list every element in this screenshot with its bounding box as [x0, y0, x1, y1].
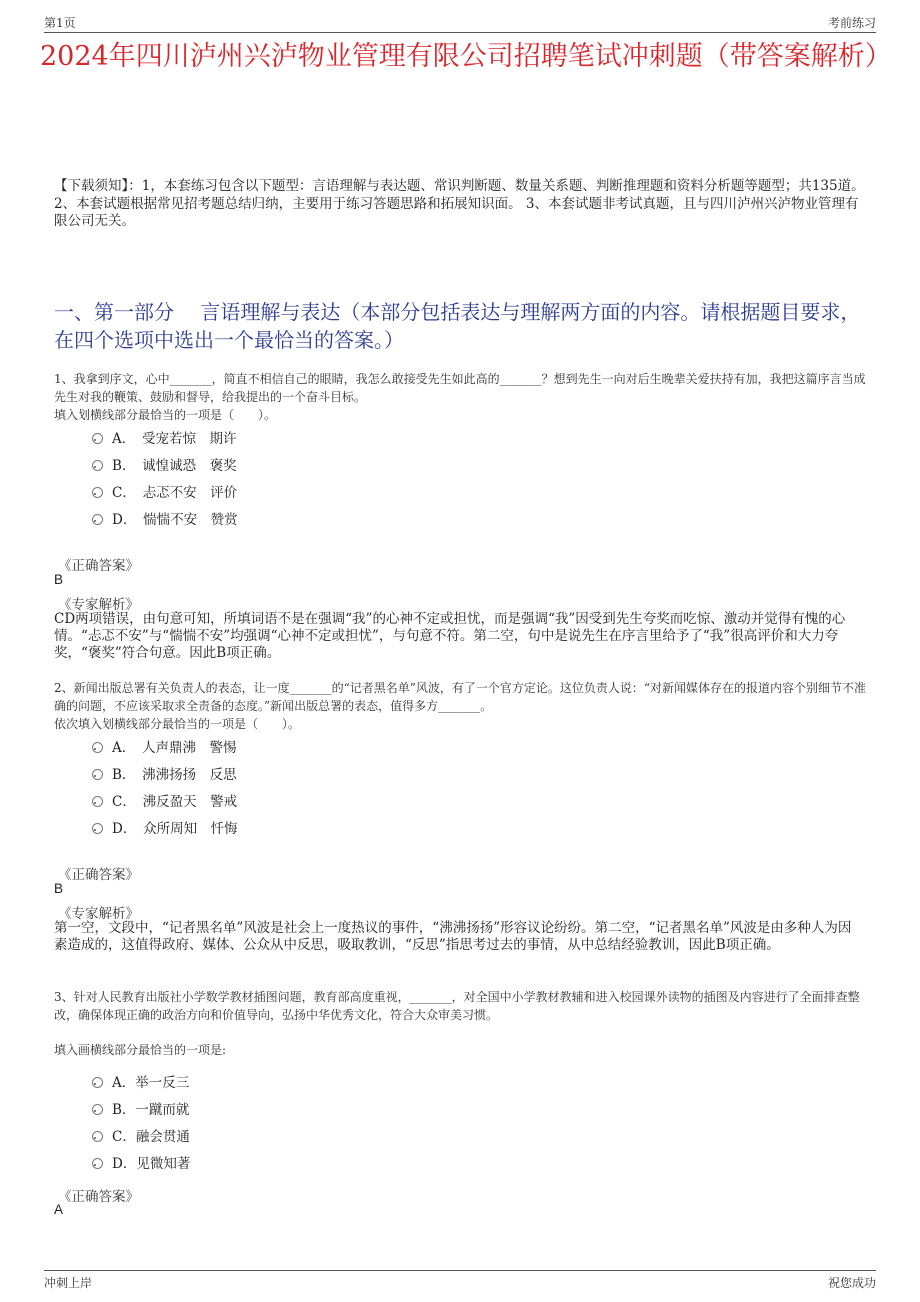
correct-answer-label: 《正确答案》	[58, 558, 139, 574]
explanation-2: 第一空，文段中，“记者黑名单”风波是社会上一度热议的事件，“沸沸扬扬”形容议论纷纷。第二空，“记者黑名单”风波是由多种人为因素造成的，这值得政府、媒体、公众从中反思，吸取教训，“反思”指思考过去的事情，从中总结经验教训，因此B项正确。	[54, 920, 852, 953]
radio-icon[interactable]	[92, 796, 103, 807]
radio-icon[interactable]	[92, 514, 103, 525]
page-footer	[44, 1270, 876, 1291]
option-3c[interactable]: C．融会贯通	[92, 1127, 190, 1147]
download-notice: 【下载须知】：1，本套练习包含以下题型：言语理解与表达题、常识判断题、数量关系题、判断推理题和资料分析题等题型；共135道。 2、本套试题根据常见招考题总结归纳，主要用于练习答题思路和拓展知识面。 3、本套试题非考试真题，且与四川泸州兴泸物业管理有限公司无关。	[54, 178, 865, 229]
header-tag: 考前练习	[827, 16, 876, 30]
question-2	[54, 679, 874, 733]
correct-answer-label: 《正确答案》	[58, 1189, 139, 1205]
question-1	[54, 370, 874, 424]
radio-icon[interactable]	[92, 823, 103, 834]
question-prompt: 依次填入划横线部分最恰当的一项是（ ）。	[54, 717, 301, 731]
expert-analysis-label: 《专家解析》	[58, 597, 139, 613]
question-stem: 1、我拿到序文，心中_______，简直不相信自己的眼睛，我怎么敢接受先生如此高的_______？想到先生一向对后生晚辈关爱扶持有加，我把这篇序言当成先生对我的鞭策、鼓励和督导，给我提出的一个奋斗目标。	[54, 372, 866, 404]
option-1b[interactable]: B． 诚惶诚恐 褒奖	[92, 456, 237, 476]
footer-right: 祝您成功	[827, 1276, 876, 1290]
answer-1: B	[54, 572, 64, 587]
radio-icon[interactable]	[92, 1131, 103, 1142]
footer-left: 冲刺上岸	[44, 1276, 93, 1290]
explanation-1: CD两项错误，由句意可知，所填词语不是在强调“我”的心神不定或担忧，而是强调“我”因受到先生夸奖而吃惊、激动并觉得有愧的心情。“忐忑不安”与“惴惴不安”均强调“心神不定或担忧”，与句意不符。第二空，句中是说先生在序言里给予了“我”很高评价和大力夸奖，“褒奖”符合句意。因此B项正确。	[54, 611, 846, 661]
question-3-prompt: 填入画横线部分最恰当的一项是:	[54, 1043, 227, 1057]
answer-3: A	[54, 1202, 64, 1217]
option-1c[interactable]: C． 忐忑不安 评价	[92, 483, 237, 503]
section-title: 一、第一部分 言语理解与表达（本部分包括表达与理解两方面的内容。请根据题目要求，在四个选项中选出一个最恰当的答案。）	[54, 300, 861, 352]
radio-icon[interactable]	[92, 1077, 103, 1088]
option-2d[interactable]: D． 众所周知 忏悔	[92, 819, 238, 839]
radio-icon[interactable]	[92, 1104, 103, 1115]
option-2c[interactable]: C． 沸反盈天 警戒	[92, 792, 237, 812]
answer-2: B	[54, 881, 64, 896]
expert-analysis-label: 《专家解析》	[58, 906, 139, 922]
question-stem: 3、针对人民教育出版社小学数学教材插图问题，教育部高度重视，_______，对全国中小学教材教辅和进入校园课外读物的插图及内容进行了全面排查整改，确保体现正确的政治方向和价值导向，弘扬中华优秀文化，符合大众审美习惯。	[54, 990, 860, 1022]
radio-icon[interactable]	[92, 769, 103, 780]
radio-icon[interactable]	[92, 1158, 103, 1169]
page-number: 第1页	[44, 16, 76, 30]
radio-icon[interactable]	[92, 433, 103, 444]
document-title: 2024年四川泸州兴泸物业管理有限公司招聘笔试冲刺题（带答案解析）	[40, 41, 892, 72]
radio-icon[interactable]	[92, 742, 103, 753]
option-2b[interactable]: B． 沸沸扬扬 反思	[92, 765, 237, 785]
option-1d[interactable]: D． 惴惴不安 赞赏	[92, 510, 238, 530]
option-3d[interactable]: D．见微知著	[92, 1154, 190, 1174]
option-1a[interactable]: A． 受宠若惊 期许	[92, 429, 237, 449]
correct-answer-label: 《正确答案》	[58, 867, 139, 883]
radio-icon[interactable]	[92, 487, 103, 498]
radio-icon[interactable]	[92, 460, 103, 471]
question-3	[54, 988, 874, 1024]
option-2a[interactable]: A． 人声鼎沸 警惕	[92, 738, 237, 758]
question-prompt: 填入划横线部分最恰当的一项是（ ）。	[54, 408, 277, 422]
page-header	[44, 14, 876, 33]
option-3a[interactable]: A．举一反三	[92, 1073, 189, 1093]
option-3b[interactable]: B．一蹴而就	[92, 1100, 189, 1120]
question-stem: 2、新闻出版总署有关负责人的表态，让一度_______的“记者黑名单”风波，有了一个官方定论。这位负责人说：“对新闻媒体存在的报道内容个别细节不准确的问题，不应该采取求全责备的态度。”新闻出版总署的表态，值得多方_______。	[54, 681, 867, 713]
